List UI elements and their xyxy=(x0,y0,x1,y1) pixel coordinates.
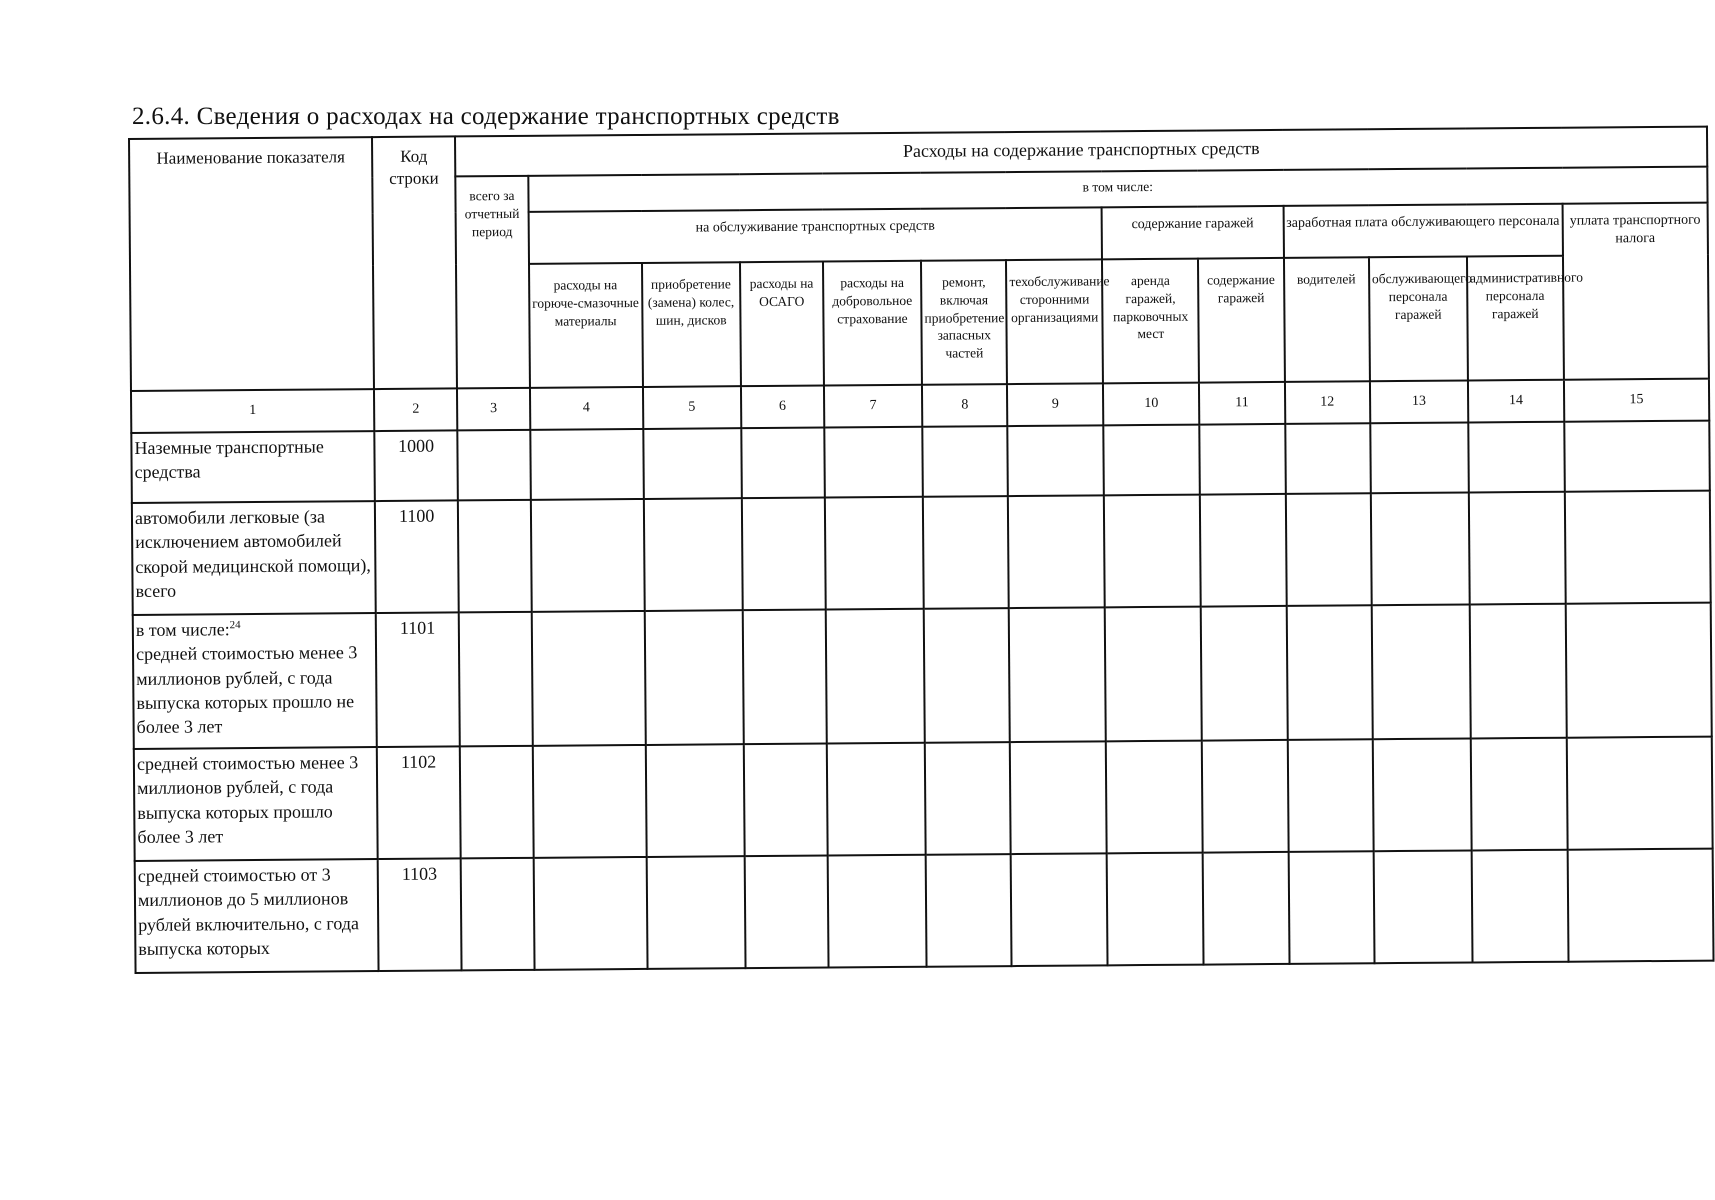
row-name: Наземные транспортные средства xyxy=(131,431,375,503)
data-cell xyxy=(1202,740,1288,853)
data-cell xyxy=(1287,739,1373,852)
data-cell xyxy=(744,856,828,969)
col-number: 4 xyxy=(530,387,643,430)
table-row xyxy=(132,491,1711,615)
data-cell xyxy=(1010,741,1107,854)
col-number: 14 xyxy=(1468,380,1564,423)
data-cell xyxy=(1011,853,1108,966)
data-cell xyxy=(644,610,743,745)
header-col-drivers: водителей xyxy=(1283,257,1369,382)
data-cell xyxy=(1105,607,1202,742)
row-subheading: в том числе: xyxy=(135,619,230,640)
col-number: 13 xyxy=(1370,380,1468,423)
data-cell xyxy=(1567,849,1713,962)
data-cell xyxy=(646,744,745,857)
header-col-garage-rent: аренда гаражей, парковочных мест xyxy=(1102,259,1199,384)
report-sheet xyxy=(128,138,1706,1038)
header-col-maintenance: техобслуживание сторонними организациями xyxy=(1006,259,1103,384)
table-row xyxy=(135,849,1714,973)
data-cell xyxy=(1104,425,1201,496)
row-code: 1000 xyxy=(374,430,458,501)
data-cell xyxy=(1370,422,1469,493)
col-number: 5 xyxy=(643,386,741,429)
data-cell xyxy=(1200,494,1286,607)
data-cell xyxy=(742,498,826,611)
header-col-garage-staff: обслуживающего персонала гаражей xyxy=(1369,256,1468,381)
page-title: 2.6.4. Сведения о расходах на содержание транспортных средств xyxy=(132,103,840,130)
col-number: 7 xyxy=(824,385,922,428)
data-cell xyxy=(458,500,531,613)
data-cell xyxy=(1285,423,1371,494)
col-number: 2 xyxy=(374,388,457,431)
col-number: 8 xyxy=(922,384,1008,427)
data-cell xyxy=(923,496,1009,609)
data-cell xyxy=(533,745,647,858)
row-code: 1100 xyxy=(375,500,459,613)
data-cell xyxy=(531,499,645,612)
header-col-osago: расходы на ОСАГО xyxy=(740,262,824,387)
data-cell xyxy=(1106,741,1203,854)
data-cell xyxy=(1286,605,1372,740)
row-name xyxy=(133,613,377,749)
data-cell xyxy=(926,854,1012,967)
data-cell xyxy=(458,430,531,501)
data-cell xyxy=(460,746,533,859)
header-col-wheels: приобретение (замена) колес, шин, дисков xyxy=(642,262,741,387)
header-group-vehicle-service: на обслуживание транспортных средств xyxy=(528,207,1102,264)
row-name: средней стоимостью от 3 миллионов до 5 миллионов рублей включительно, с года выпуска которых xyxy=(135,859,379,973)
header-group-staff-salary: заработная плата обслуживающего персонала xyxy=(1283,204,1563,258)
footnote-marker: 24 xyxy=(229,619,241,632)
data-cell xyxy=(646,856,745,969)
header-group-transport-tax: уплата транспортного налога xyxy=(1562,203,1709,380)
row-name: автомобили легковые (за исключением автомобилей скорой медицинской помощи), всего xyxy=(132,501,376,615)
data-cell xyxy=(824,427,923,498)
data-cell xyxy=(924,608,1010,743)
data-cell xyxy=(531,611,645,746)
col-number: 9 xyxy=(1007,383,1103,426)
table-row xyxy=(134,737,1713,861)
header-total-period: всего за отчетный период xyxy=(456,176,530,389)
header-row-code: Код строки xyxy=(372,136,457,389)
col-number: 3 xyxy=(457,388,530,431)
col-number: 10 xyxy=(1103,383,1199,426)
data-cell xyxy=(925,742,1011,855)
data-cell xyxy=(1564,421,1710,492)
data-cell xyxy=(1371,604,1470,739)
data-cell xyxy=(644,498,743,611)
data-cell xyxy=(744,744,828,857)
header-col-repair: ремонт, включая приобретение запасных частей xyxy=(921,260,1007,385)
data-cell xyxy=(825,497,924,610)
data-cell xyxy=(459,612,533,747)
data-cell xyxy=(743,610,827,745)
data-cell xyxy=(1470,604,1567,739)
data-cell xyxy=(1565,491,1711,604)
data-cell xyxy=(1468,422,1565,493)
row-name-text: средней стоимостью менее 3 миллионов рублей, с года выпуска которых прошло не более 3 лет xyxy=(135,642,358,738)
header-col-garage-upkeep: содержание гаражей xyxy=(1198,258,1284,383)
data-cell xyxy=(1201,606,1287,741)
data-cell xyxy=(1008,425,1104,496)
col-number: 1 xyxy=(131,389,374,433)
row-code: 1103 xyxy=(378,858,462,971)
table-row xyxy=(131,421,1710,503)
data-cell xyxy=(1471,738,1568,851)
header-group-garages: содержание гаражей xyxy=(1102,206,1284,259)
col-number: 12 xyxy=(1284,381,1370,424)
transport-expenses-table xyxy=(128,126,1715,974)
data-cell xyxy=(1104,495,1201,608)
row-code: 1101 xyxy=(376,612,460,747)
header-indicator-name: Наименование показателя xyxy=(129,137,374,391)
data-cell xyxy=(1107,853,1204,966)
data-cell xyxy=(828,855,927,968)
data-cell xyxy=(826,609,925,744)
header-transport-expenses: Расходы на содержание транспортных средств xyxy=(455,127,1707,177)
data-cell xyxy=(1567,737,1713,850)
col-number: 6 xyxy=(741,386,824,429)
data-cell xyxy=(1373,738,1472,851)
row-code: 1102 xyxy=(377,746,461,859)
row-name: средней стоимостью менее 3 миллионов рублей, с года выпуска которых прошло более 3 лет xyxy=(134,747,378,861)
data-cell xyxy=(1471,850,1568,963)
data-cell xyxy=(1008,495,1105,608)
header-col-garage-admin: административного персонала гаражей xyxy=(1467,256,1564,381)
data-cell xyxy=(1373,850,1472,963)
data-cell xyxy=(1288,851,1374,964)
table-row xyxy=(133,603,1712,749)
header-col-voluntary-insurance: расходы на добровольное страхование xyxy=(823,261,922,386)
col-number: 15 xyxy=(1564,379,1710,422)
header-col-fuel: расходы на горюче-смазочные материалы xyxy=(529,263,643,388)
data-cell xyxy=(1469,492,1566,605)
data-cell xyxy=(1203,852,1289,965)
col-number: 11 xyxy=(1199,382,1285,425)
data-cell xyxy=(530,429,644,500)
data-cell xyxy=(461,858,534,971)
data-cell xyxy=(1200,424,1286,495)
data-cell xyxy=(1009,607,1106,742)
data-cell xyxy=(1566,603,1712,738)
data-cell xyxy=(922,426,1008,497)
data-cell xyxy=(533,857,647,970)
data-cell xyxy=(1371,492,1470,605)
data-cell xyxy=(827,743,926,856)
data-cell xyxy=(1285,493,1371,606)
header-including: в том числе: xyxy=(528,167,1708,212)
data-cell xyxy=(741,428,825,499)
data-cell xyxy=(643,428,742,499)
